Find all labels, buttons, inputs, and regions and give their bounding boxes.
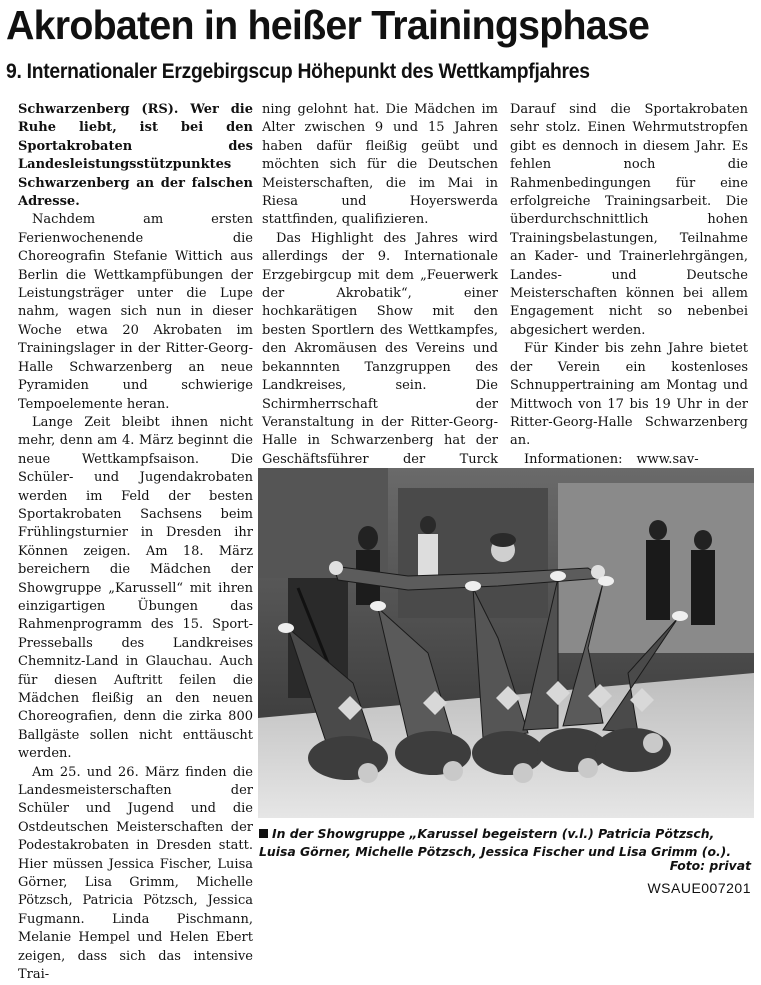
photo-credit: Foto: privat (669, 858, 751, 873)
document-id: WSAUE007201 (647, 880, 751, 896)
body-paragraph: Nachdem am ersten Ferienwochenende die Choreografin Stefanie Wittich aus Berlin die Wettkampfübungen der Leistungsträger unter die Lupe nahm, wagen sich nun in dieser Woche etwa 20 Akrobaten im Trainingslager in der Ritter-Georg-Halle Schwarzenberg an neue Pyramiden und schwierige Tempoelemente heran. (18, 212, 253, 412)
caption-bullet-icon (259, 829, 268, 838)
body-paragraph: Das Highlight des Jahres wird allerdings der 9. Internationale Erzgebirgcup mit dem „Feuerwerk der Akrobatik“, einer hochkarätigen Show mit den besten Sportlern des Wettkampfes, den Akromäusen des Vereins und bekannnten Tanzgruppen des Landkreises, sein. Die Schirmherrschaft der Veranstaltung in der Ritter-Georg-Halle in Schwarzenberg hat der Geschäftsführer der Turck (262, 230, 498, 467)
body-paragraph: Für Kinder bis zehn Jahre bietet der Verein ein kostenloses Schnuppertraining am Montag und Mittwoch von 17 bis 19 Uhr in der Ritter-Georg-Halle Schwarzenberg an. (510, 341, 748, 449)
info-web-link[interactable]: www.sav- (636, 451, 699, 467)
photo-caption (259, 825, 753, 860)
photo-caption-text: In der Showgruppe „Karussel begeistern (v.l.) Patricia Pötzsch, Luisa Görner, Michelle Pötzsch, Jessica Fischer und Lisa Grimm (o.). (259, 826, 732, 859)
body-paragraph (18, 764, 253, 985)
lead-text: Schwarzenberg (RS). Wer die Ruhe liebt, ist bei den Sportakrobaten des Landesleistungsstützpunktes Schwarzenberg an der falschen Adresse. (18, 102, 253, 210)
article-subheadline: 9. Internationaler Erzgebirgscup Höhepunkt des Wettkampfjahres (6, 60, 590, 83)
lead-paragraph (18, 101, 253, 211)
article-headline: Akrobaten in heißer Trainingsphase (6, 2, 650, 48)
text-column-1 (18, 101, 253, 985)
body-paragraph: Lange Zeit bleibt ihnen nicht mehr, denn am 4. März beginnt die neue Wettkampfsaison. Die Schüler- und Jugendakrobaten werden im Feld der besten Sportakrobaten Sachsens beim Frühlingsturnier in Dresden ihr Können zeigen. Am 18. März bereichern die Mädchen der Showgruppe „Karussell“ mit ihren einzigartigen Übungen das Rahmenprogramm des 15. Sport-Presseballs des Landkreises Chemnitz-Land in Glauchau. Auch für diesen Auftritt feilen die Mädchen fleißig an den neuen Choreografien, denn die zirka 800 Ballgäste sollen nicht enttäuscht werden. (18, 414, 253, 762)
text-column-3 (510, 101, 748, 506)
text-column-2 (262, 101, 498, 506)
article-photo (258, 468, 754, 818)
acrobats-photo-image (258, 468, 754, 818)
body-paragraph-continued: Darauf sind die Sportakrobaten sehr stolz. Einen Wehrmutstropfen gibt es dennoch in diesem Jahr. Es fehlen noch die Rahmenbedingungen für eine erfolgreiche Trainingsarbeit. Die überdurchschnittlich hohen Trainingsbelastungen, Teilnahme an Kader- und Trainerlehrgängen, Landes- und Deutsche Meisterschaften können bei allem Engagement nicht so nebenbei abgesichert werden. (510, 102, 748, 338)
body-paragraph-continued: ning gelohnt hat. Die Mädchen im Alter zwischen 9 und 15 Jahren haben dafür fleißig geübt und möchten sich für die Deutschen Meisterschaften, die im Mai in Riesa und Hoyerswerda stattfinden, qualifizieren. (262, 102, 498, 228)
body-paragraph-part-1: Am 25. und 26. März finden die Landesmeisterschaften der Schüler und Jugend und die Ostdeutschen Meisterschaften der Podestakrobaten in Dresden statt. Hier müssen Jessica Fischer, Luisa Görner, Lisa Grimm, Michelle Pötzsch, Patricia Pötzsch, Jessica Fugmann. Linda Pischmann, Melanie Hempel und Helen Ebert zeigen, dass sich das intensive Trai- (18, 764, 253, 983)
info-label: Informationen: (524, 451, 623, 467)
